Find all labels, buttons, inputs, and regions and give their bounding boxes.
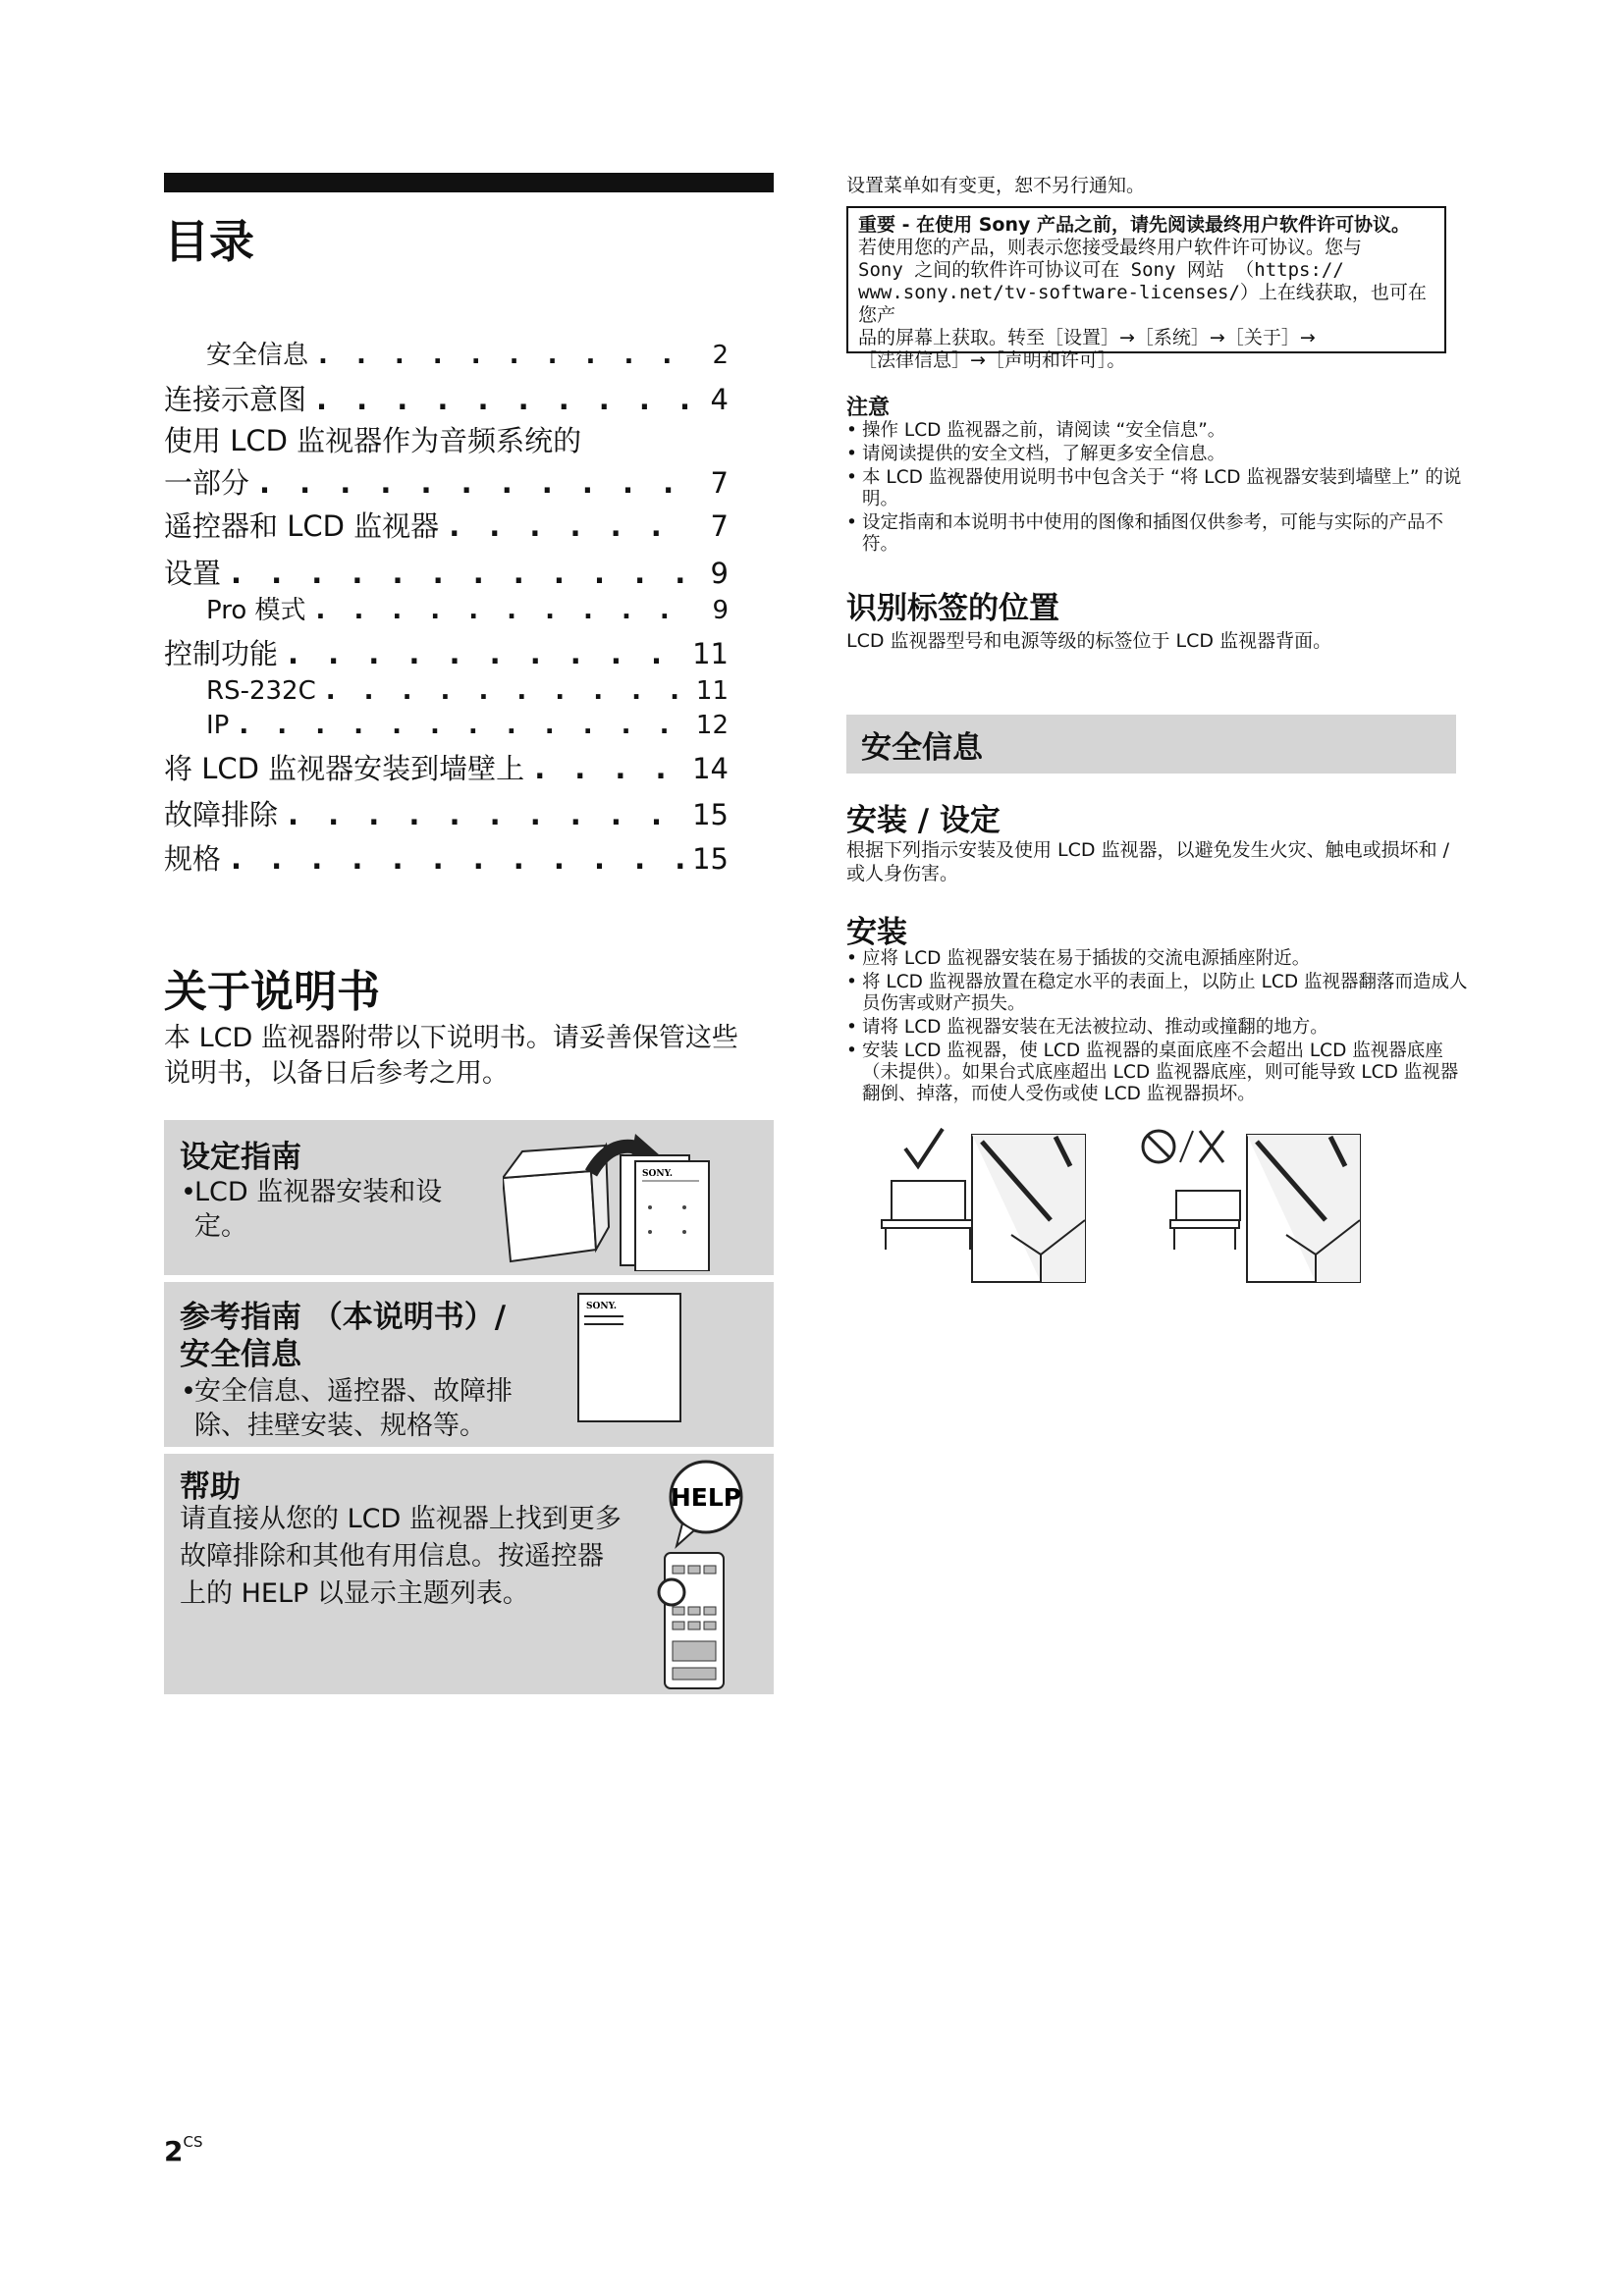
toc-entry-label: 设置	[164, 557, 222, 590]
svg-text:SONY.: SONY.	[586, 1302, 617, 1311]
toc-entry-label: 将 LCD 监视器安装到墙壁上	[164, 752, 525, 785]
toc-entry-label: 一部分	[164, 466, 250, 500]
setup-guide-box	[164, 1120, 774, 1275]
toc-entry-page: 7	[710, 509, 729, 543]
toc-entry-page: 14	[692, 752, 729, 785]
list-item: • 请阅读提供的安全文档，了解更多安全信息。	[846, 444, 1475, 465]
install-list	[846, 948, 1475, 1107]
toc-entry[interactable]	[164, 841, 729, 877]
page-number: $2^{CS}$	[164, 2133, 203, 2167]
setup-guide-bullet: • LCD 监视器安装和设 定。	[194, 1175, 442, 1244]
toc-entry-label: 遥控器和 LCD 监视器	[164, 509, 440, 543]
toc-leader-dots	[318, 338, 691, 373]
list-item: • 请将 LCD 监视器安装在无法被拉动、推动或撞翻的地方。	[846, 1017, 1475, 1039]
svg-text:HELP: HELP	[670, 1483, 742, 1512]
toc-entry-label: 连接示意图	[164, 383, 307, 416]
setup-guide-title: 设定指南	[180, 1140, 301, 1175]
toc-leader-dots	[231, 841, 684, 877]
help-box	[164, 1454, 774, 1694]
toc-entry-label: 使用 LCD 监视器作为音频系统的	[164, 424, 582, 457]
toc-leader-dots	[239, 708, 688, 743]
toc-entry[interactable]	[164, 423, 729, 458]
toc-entry[interactable]	[206, 673, 729, 709]
list-item: • 设定指南和本说明书中使用的图像和插图仅供参考，可能与实际的产品不符。	[846, 512, 1475, 556]
list-item: • 操作 LCD 监视器之前，请阅读 “安全信息”。	[846, 420, 1475, 442]
toc-entry[interactable]	[164, 465, 729, 501]
toc-leader-dots	[288, 797, 684, 832]
ok-check-icon	[905, 1129, 943, 1166]
install-setup-title: 安装 / 设定	[846, 803, 1001, 838]
toc-leader-dots	[449, 508, 691, 544]
stand-placement-illustration	[864, 1127, 1463, 1294]
toc-leader-dots	[231, 556, 691, 591]
list-item: • 安装 LCD 监视器，使 LCD 监视器的桌面底座不会超出 LCD 监视器底座 （未提供）。如果台式底座超出 LCD 监视器底座，则可能导致 LCD 监视器翻倒、掉落，而使人受伤或使 LCD 监视器损坏。	[846, 1041, 1475, 1105]
toc-entry-label: 规格	[164, 842, 222, 876]
toc-entry-label: RS-232C	[206, 676, 316, 706]
reference-guide-subtitle: 安全信息	[180, 1337, 301, 1372]
toc-leader-dots	[326, 673, 688, 709]
toc-entry-label: 故障排除	[164, 798, 279, 831]
toc-entry-page: 4	[710, 383, 729, 416]
box-illustration-icon	[503, 1134, 768, 1271]
toc-entry-page: 12	[695, 711, 729, 740]
toc-leader-dots	[534, 751, 684, 786]
install-setup-text: 根据下列指示安装及使用 LCD 监视器，以避免发生火灾、触电或损坏和 / 或人身伤害。	[846, 839, 1450, 884]
svg-text:SONY.: SONY.	[642, 1169, 673, 1179]
toc-entry[interactable]	[164, 797, 729, 832]
note-title: 注意	[846, 396, 891, 420]
toc-leader-dots	[288, 636, 684, 671]
reference-guide-bullet: • 安全信息、遥控器、故障排 除、挂壁安装、规格等。	[194, 1374, 513, 1443]
toc-entry[interactable]	[206, 593, 729, 628]
install-title: 安装	[846, 915, 907, 950]
toc-entry-page: 2	[712, 341, 729, 370]
toc-entry[interactable]	[164, 636, 729, 671]
toc-entry[interactable]	[164, 751, 729, 786]
manuals-title: 关于说明书	[164, 967, 380, 1017]
toc-entry[interactable]	[164, 382, 729, 417]
toc-entry-label: Pro 模式	[206, 596, 306, 625]
toc-leader-dots	[259, 465, 691, 501]
toc-entry[interactable]	[164, 556, 729, 591]
note-list	[846, 420, 1475, 558]
toc-entry-label: 安全信息	[206, 341, 309, 370]
remote-help-icon	[655, 1460, 765, 1690]
important-license-box: 重要 - 在使用 Sony 产品之前，请先阅读最终用户软件许可协议。 若使用您的产品，则表示您接受最终用户软件许可协议。您与 Sony 之间的软件许可协议可在 Sony 网站 （https:// www.sony.net/tv-software-licenses/）上在线获取，也可在您产 品的屏幕上获取。转至［设置］→［系统］→［关于］→ ［法律信息］→［声明和许可］。	[846, 206, 1446, 353]
toc-leader-dots	[316, 382, 691, 417]
reference-guide-title: 参考指南 （本说明书）/	[180, 1300, 507, 1335]
toc-entry-page: 11	[695, 676, 729, 706]
toc-entry-page: 15	[692, 842, 729, 876]
no-prohibited-icon	[1143, 1131, 1223, 1162]
toc-header-bar	[164, 173, 774, 192]
help-text: 请直接从您的 LCD 监视器上找到更多 故障排除和其他有用信息。按遥控器 上的 HELP 以显示主题列表。	[180, 1504, 622, 1609]
toc-entry-page: 9	[710, 557, 729, 590]
toc-entry-page: 9	[712, 596, 729, 625]
toc-entry-page: 15	[692, 798, 729, 831]
toc-entry[interactable]	[164, 508, 729, 544]
toc-entry-label: IP	[206, 711, 230, 740]
toc-entry[interactable]	[206, 338, 729, 373]
list-item: • 本 LCD 监视器使用说明书中包含关于 “将 LCD 监视器安装到墙壁上” 的说明。	[846, 467, 1475, 510]
settings-notice: 设置菜单如有变更，恕不另行通知。	[846, 175, 1146, 196]
toc-leader-dots	[316, 593, 691, 628]
list-item: • 将 LCD 监视器放置在稳定水平的表面上，以防止 LCD 监视器翻落而造成人员伤害或财产损失。	[846, 972, 1475, 1015]
manual-booklet-icon	[576, 1292, 684, 1424]
toc-title: 目录	[164, 215, 254, 268]
list-item: • 应将 LCD 监视器安装在易于插拔的交流电源插座附近。	[846, 948, 1475, 970]
manuals-intro: 本 LCD 监视器附带以下说明书。请妥善保管这些说明书，以备日后参考之用。	[164, 1023, 738, 1089]
toc-entry-page: 7	[710, 466, 729, 500]
toc-entry-label: 控制功能	[164, 637, 279, 670]
toc-entry[interactable]	[206, 708, 729, 743]
safety-section-title: 安全信息	[861, 730, 983, 766]
label-location-title: 识别标签的位置	[846, 591, 1059, 626]
toc-entry-page: 11	[692, 637, 729, 670]
help-title: 帮助	[180, 1469, 241, 1505]
reference-guide-box	[164, 1282, 774, 1447]
label-location-text: LCD 监视器型号和电源等级的标签位于 LCD 监视器背面。	[846, 630, 1332, 652]
